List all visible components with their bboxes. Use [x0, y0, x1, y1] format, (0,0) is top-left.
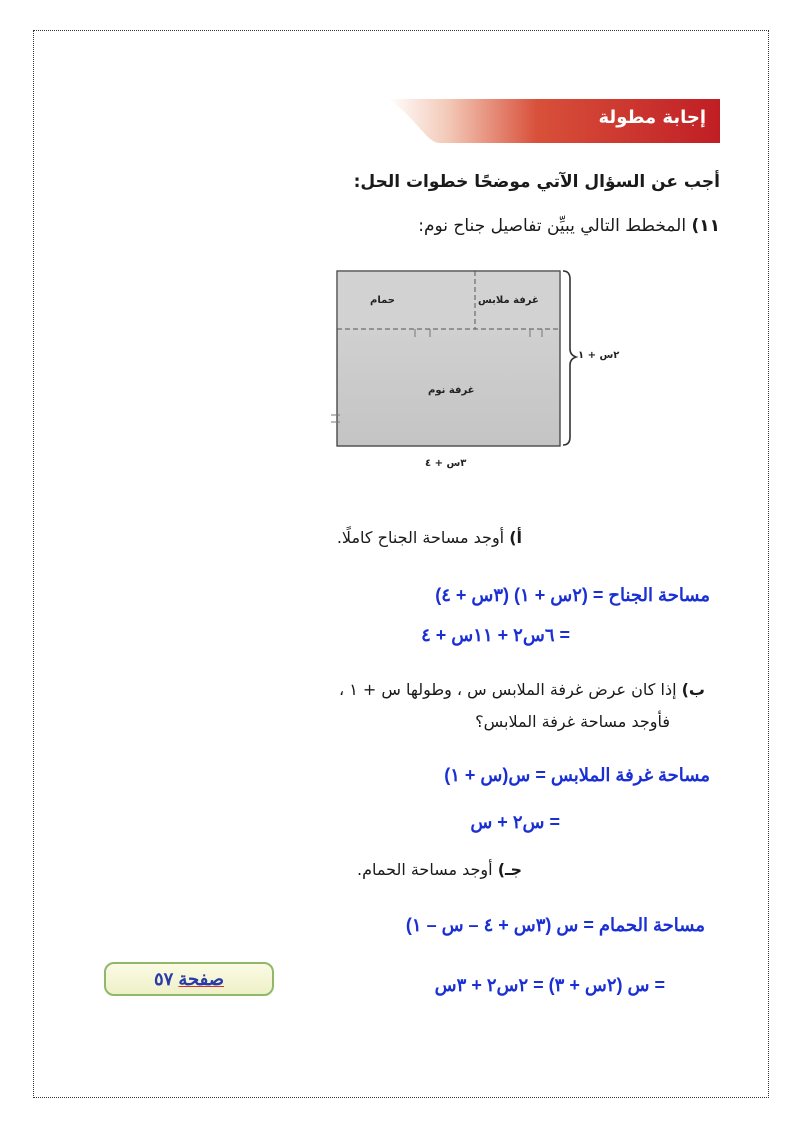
part-b-answer-line-1: مساحة غرفة الملابس = س(س + ١) [444, 765, 710, 785]
bathroom-label: حمام [370, 295, 395, 306]
bedroom-label: غرفة نوم [428, 385, 475, 396]
part-a-text: أوجد مساحة الجناح كاملًا. [336, 528, 505, 547]
part-a [337, 528, 522, 547]
floor-plan-shape [320, 265, 620, 480]
part-b-text-1: إذا كان عرض غرفة الملابس س ، وطولها س + ١ ، [338, 680, 677, 699]
instruction-text: أجب عن السؤال الآتي موضحًا خطوات الحل: [353, 172, 720, 192]
part-b-answer-line-2: = س٢ + س [470, 812, 560, 832]
part-a-answer-line-2: = ٦س٢ + ١١س + ٤ [421, 625, 570, 645]
part-c-label: جـ) [497, 860, 522, 879]
part-c [357, 860, 522, 879]
section-banner [388, 99, 720, 143]
question-number: ١١) [691, 216, 720, 236]
page-word: صفحة [178, 969, 225, 989]
part-a-label: أ) [509, 528, 522, 547]
part-a-answer-line-1: مساحة الجناح = (٢س + ١) (٣س + ٤) [435, 585, 710, 605]
part-b-label: ب) [681, 680, 705, 699]
floor-plan-diagram [320, 265, 620, 480]
part-c-text: أوجد مساحة الحمام. [357, 860, 493, 879]
width-dimension-label: ٣س + ٤ [425, 458, 467, 469]
page-link-button[interactable] [104, 962, 274, 996]
part-c-answer-line-1: مساحة الحمام = س (٣س + ٤ – س – ١) [405, 915, 705, 935]
part-b-line-1 [339, 680, 705, 699]
height-dimension-label: ٢س + ١ [578, 350, 620, 361]
question-line [418, 216, 720, 236]
closet-label: غرفة ملابس [478, 295, 539, 306]
question-text: المخطط التالي يبيِّن تفاصيل جناح نوم: [418, 216, 687, 236]
part-c-answer-line-2: = س (٢س + ٣) = ٢س٢ + ٣س [434, 975, 665, 995]
part-b-text-2: فأوجد مساحة غرفة الملابس؟ [475, 712, 670, 731]
section-title: إجابة مطولة [598, 107, 706, 128]
page-number: ٥٧ [153, 969, 174, 989]
